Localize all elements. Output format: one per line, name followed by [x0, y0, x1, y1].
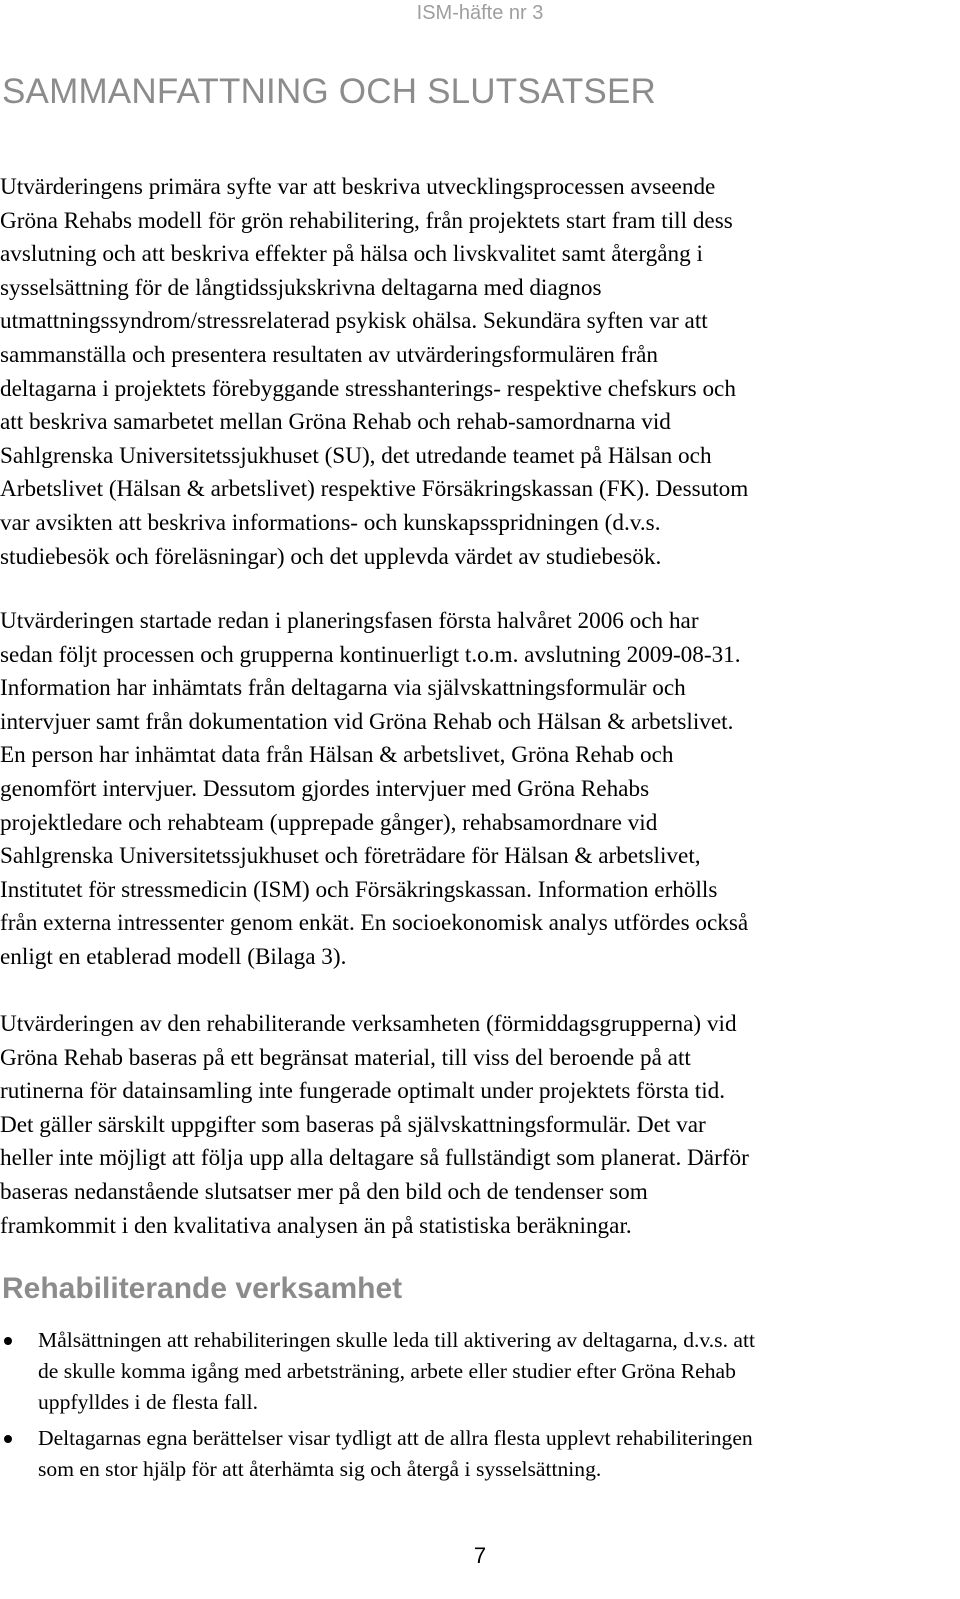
paragraph-line: framkommit i den kvalitativa analysen än på statistiska beräkningar. [0, 1212, 632, 1239]
paragraph-line: Sahlgrenska Universitetssjukhuset (SU), det utredande teamet på Hälsan och [0, 442, 712, 469]
list-item-line: de skulle komma igång med arbetsträning, arbete eller studier efter Gröna Rehab [38, 1359, 736, 1383]
running-header: ISM-häfte nr 3 [416, 2, 544, 24]
paragraph-line: Sahlgrenska Universitetssjukhuset och företrädare för Hälsan & arbetslivet, [0, 843, 701, 870]
paragraph-line: studiebesök och föreläsningar) och det upplevda värdet av studiebesök. [0, 543, 662, 570]
page-title: SAMMANFATTNING OCH SLUTSATSER [2, 72, 657, 111]
paragraph-line: rutinerna för datainsamling inte fungerade optimalt under projektets första tid. [0, 1078, 726, 1105]
paragraph-line: var avsikten att beskriva informations- och kunskapsspridningen (d.v.s. [0, 509, 661, 536]
bullet-list [0, 1325, 958, 1490]
paragraph-line: sysselsättning för de långtidssjukskrivna deltagarna med diagnos [0, 274, 602, 301]
paragraph-purpose [0, 171, 958, 574]
paragraph-line: sammanställa och presentera resultaten av utvärderingsformulären från [0, 341, 658, 368]
paragraph-line: från externa intressenter genom enkät. En socioekonomisk analys utfördes också [0, 910, 749, 937]
list-item [0, 1423, 958, 1485]
bullet-dot-icon [4, 1435, 12, 1443]
paragraph-line: Institutet för stressmedicin (ISM) och Försäkringskassan. Information erhölls [0, 876, 718, 903]
paragraph-line: Det gäller särskilt uppgifter som baseras på självskattningsformulär. Det var [0, 1111, 706, 1138]
paragraph-line: Gröna Rehab baseras på ett begränsat material, till viss del beroende på att [0, 1044, 691, 1071]
paragraph-line: avslutning och att beskriva effekter på hälsa och livskvalitet samt återgång i [0, 241, 703, 268]
list-item [0, 1325, 958, 1418]
paragraph-line: genomfört intervjuer. Dessutom gjordes intervjuer med Gröna Rehabs [0, 775, 650, 802]
paragraph-method [0, 605, 958, 975]
list-item-line: Deltagarnas egna berättelser visar tydligt att de allra flesta upplevt rehabiliteringen [38, 1426, 753, 1450]
paragraph-line: projektledare och rehabteam (upprepade gånger), rehabsamordnare vid [0, 809, 658, 836]
paragraph-line: sedan följt processen och grupperna kontinuerligt t.o.m. avslutning 2009-08-31. [0, 641, 741, 668]
paragraph-line: Gröna Rehabs modell för grön rehabilitering, från projektets start fram till dess [0, 207, 733, 234]
list-item-line: som en stor hjälp för att återhämta sig och återgå i sysselsättning. [38, 1457, 602, 1481]
bullet-dot-icon [4, 1337, 12, 1345]
paragraph-line: utmattningssyndrom/stressrelaterad psykisk ohälsa. Sekundära syften var att [0, 308, 708, 335]
paragraph-line: att beskriva samarbetet mellan Gröna Rehab och rehab-samordnarna vid [0, 409, 671, 436]
paragraph-line: baseras nedanstående slutsatser mer på den bild och de tendenser som [0, 1178, 648, 1205]
paragraph-line: En person har inhämtat data från Hälsan & arbetslivet, Gröna Rehab och [0, 742, 674, 769]
paragraph-line: Information har inhämtats från deltagarna via självskattningsformulär och [0, 675, 686, 702]
paragraph-line: intervjuer samt från dokumentation vid Gröna Rehab och Hälsan & arbetslivet. [0, 708, 734, 735]
section-heading: Rehabiliterande verksamhet [2, 1272, 403, 1305]
paragraph-line: enligt en etablerad modell (Bilaga 3). [0, 943, 347, 970]
paragraph-line: Utvärderingens primära syfte var att beskriva utvecklingsprocessen avseende [0, 174, 716, 200]
paragraph-line: deltagarna i projektets förebyggande stresshanterings- respektive chefskurs och [0, 375, 736, 402]
paragraph-limitations [0, 1008, 958, 1243]
paragraph-line: heller inte möjligt att följa upp alla deltagare så fullständigt som planerat. Därför [0, 1145, 749, 1172]
paragraph-line: Utvärderingen startade redan i planeringsfasen första halvåret 2006 och har [0, 608, 699, 634]
paragraph-line: Arbetslivet (Hälsan & arbetslivet) respektive Försäkringskassan (FK). Dessutom [0, 476, 749, 503]
paragraph-line: Utvärderingen av den rehabiliterande verksamheten (förmiddagsgrupperna) vid [0, 1011, 737, 1037]
list-item-line: uppfylldes i de flesta fall. [38, 1390, 259, 1414]
list-item-line: Målsättningen att rehabiliteringen skulle leda till aktivering av deltagarna, d.v.s. att [38, 1328, 755, 1352]
page-number: 7 [473, 1543, 487, 1568]
